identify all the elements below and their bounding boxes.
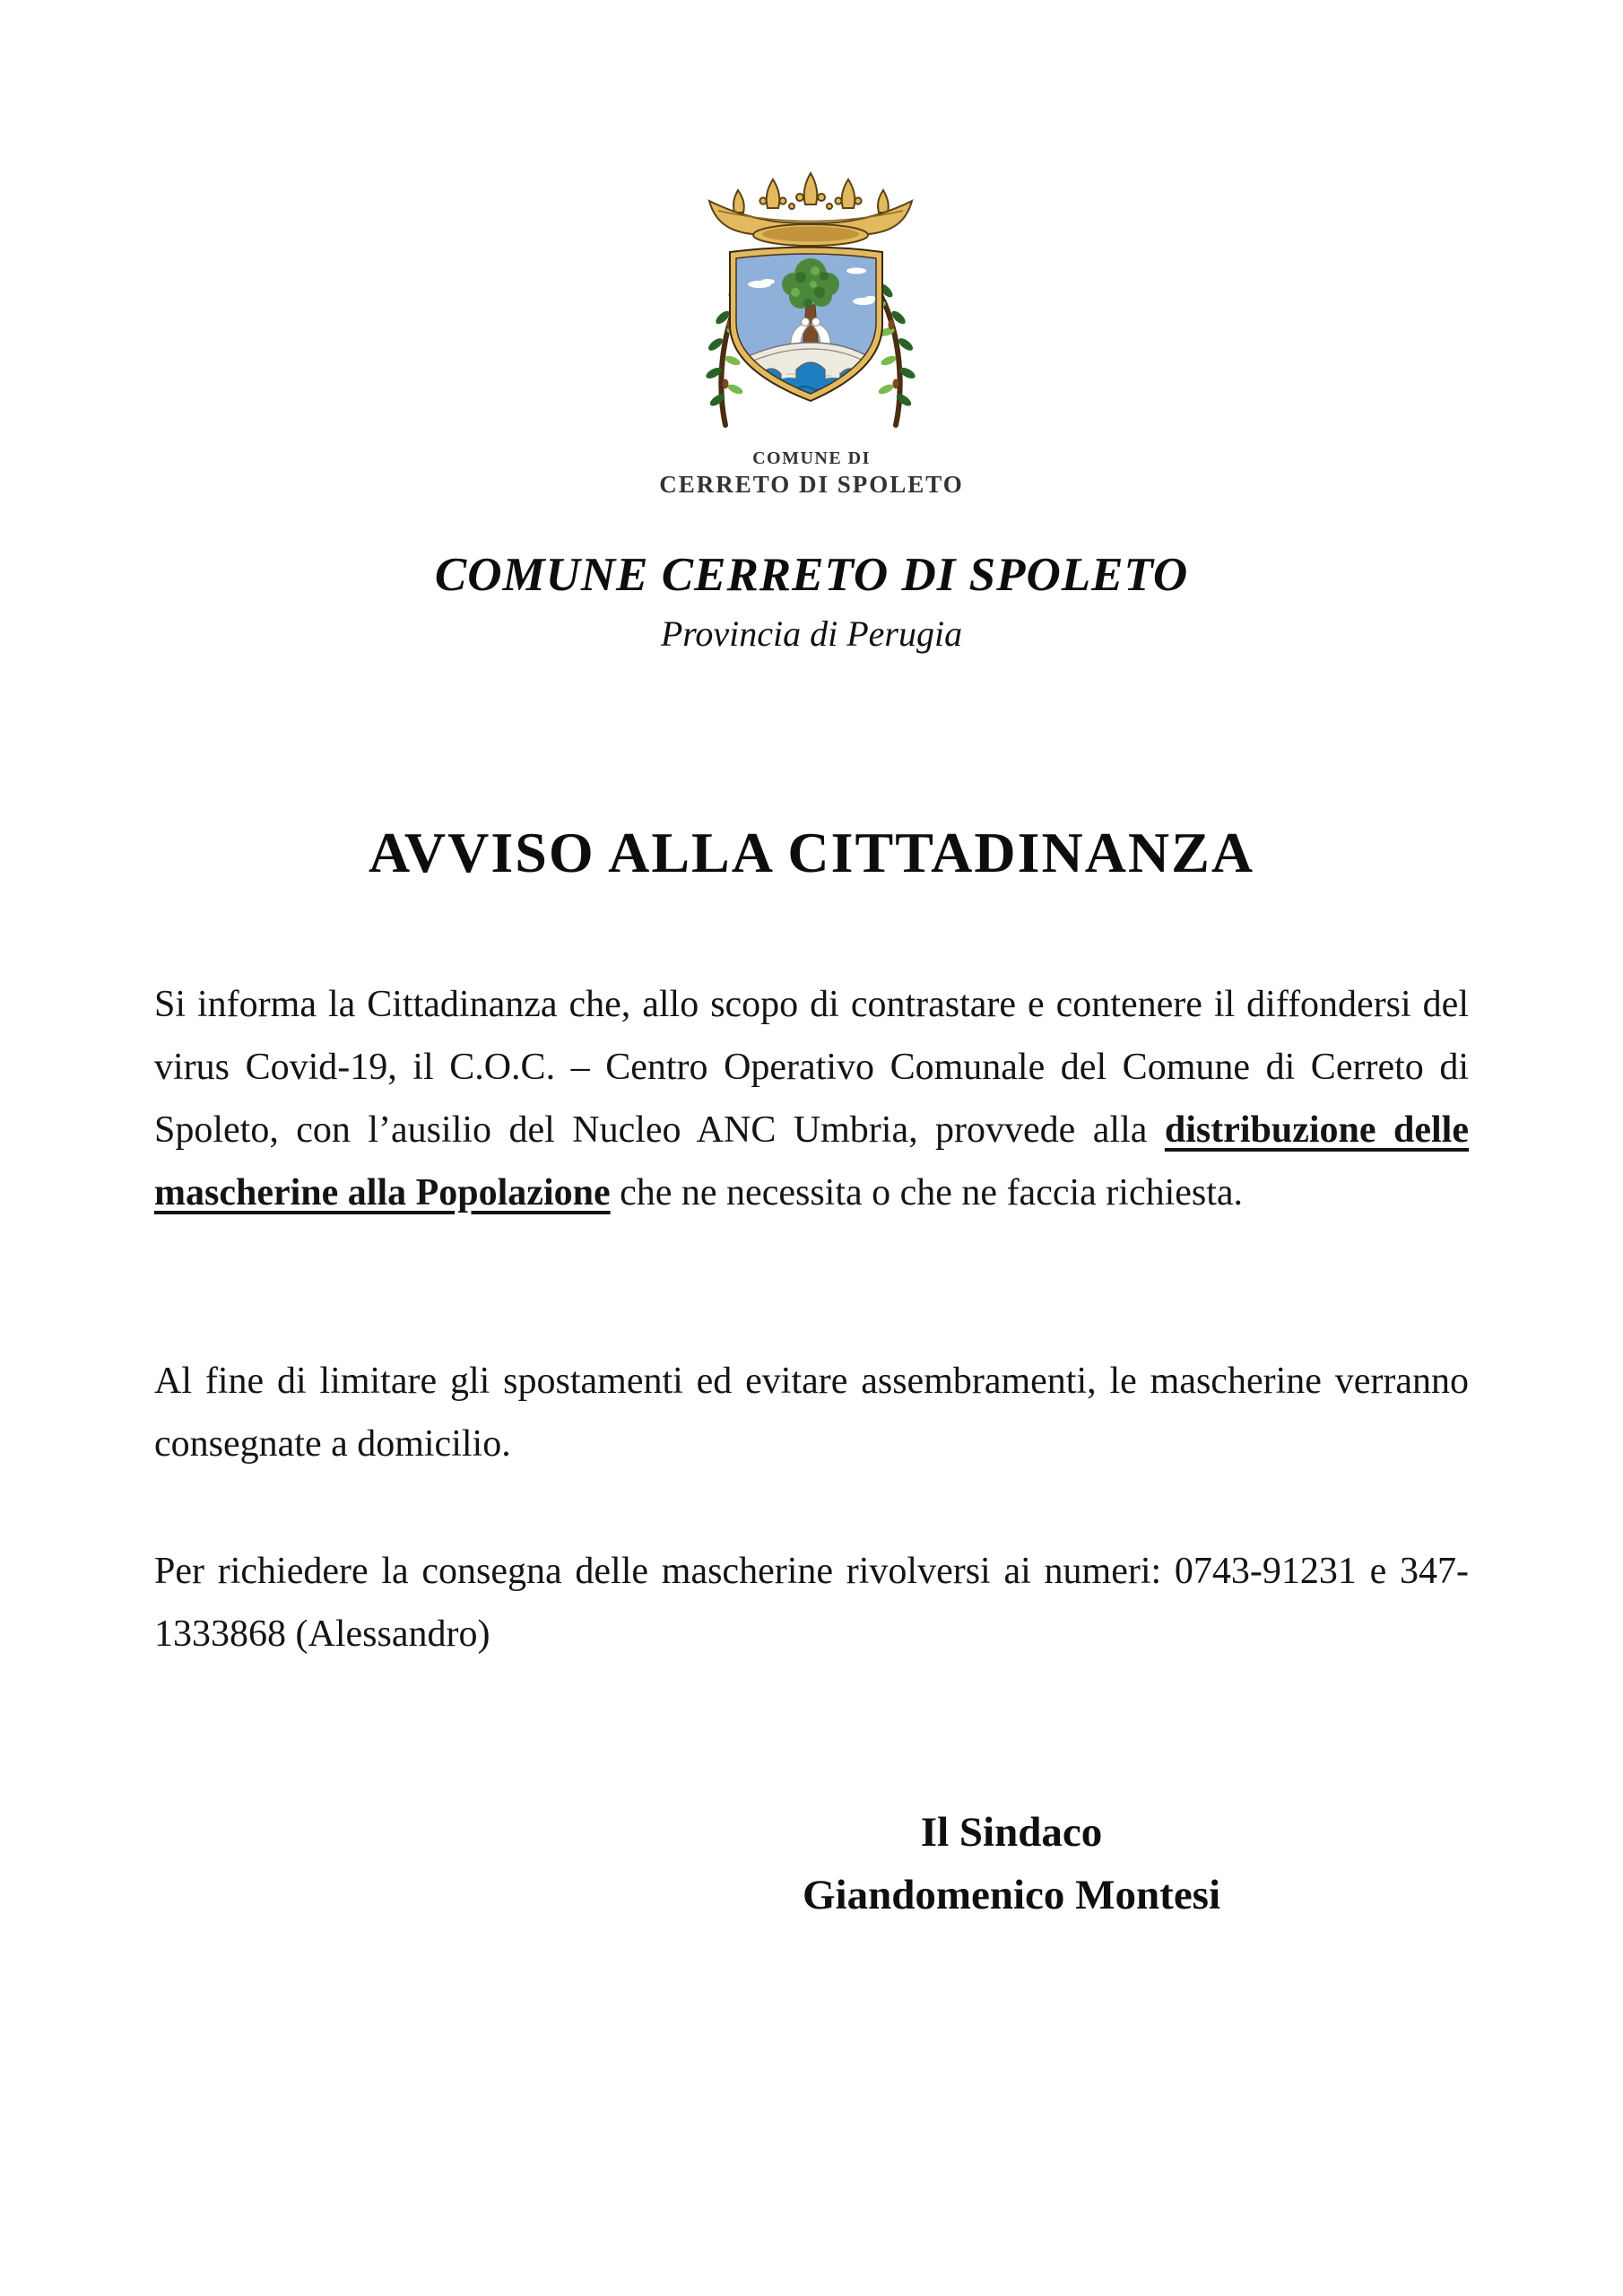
signature-role: Il Sindaco xyxy=(920,1809,1103,1856)
crown-icon xyxy=(709,173,912,246)
shield-icon xyxy=(730,248,882,402)
paragraph-text-tail: che ne necessita o che ne faccia richiesta. xyxy=(610,1172,1244,1213)
paragraph-mask-distribution xyxy=(154,973,1469,1224)
signature-name: Giandomenico Montesi xyxy=(802,1872,1221,1918)
province-subtitle: Provincia di Perugia xyxy=(660,613,963,654)
crest-caption-line1: COMUNE DI xyxy=(752,448,871,468)
emphasized-underlined-text: distribuzione delle mascherine alla Popolazione xyxy=(154,1109,1469,1213)
paragraph-phone-contacts: Per richiedere la consegna delle mascherine rivolversi ai numeri: 0743-91231 e 347-1333868 (Alessandro) xyxy=(154,1551,1469,1655)
notice-heading: AVVISO ALLA CITTADINANZA xyxy=(368,821,1255,884)
crest-caption-line2: CERRETO DI SPOLETO xyxy=(659,471,964,498)
municipal-coat-of-arms xyxy=(0,170,1623,498)
coat-of-arms-icon xyxy=(681,170,942,432)
paragraph-home-delivery: Al fine di limitare gli spostamenti ed evitare assembramenti, le mascherine verranno consegnate a domicilio. xyxy=(154,1361,1469,1465)
paragraph-text-lead: Si informa la Cittadinanza che, allo scopo di contrastare e contenere il diffondersi del virus Covid-19, il C.O.C. – Centro Operativo Comunale del Comune di Cerreto di Spoleto, con l’ausilio del Nucleo ANC Umbria, provvede alla xyxy=(154,984,1469,1151)
document-header xyxy=(0,547,1623,657)
signature-block xyxy=(354,1801,1623,1926)
commune-title: COMUNE CERRETO DI SPOLETO xyxy=(434,549,1189,601)
